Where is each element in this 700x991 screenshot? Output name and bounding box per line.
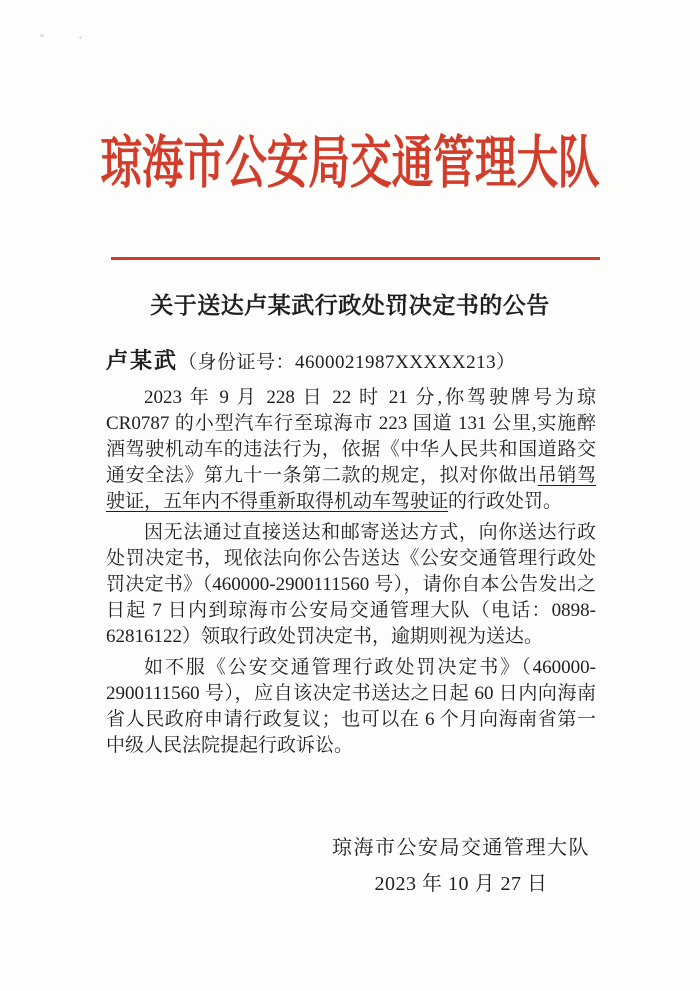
- penalty-underlined-text: 吊销驾驶证，五年内不得重新取得机动车驾驶证: [106, 465, 596, 512]
- header-divider-line: [111, 257, 600, 260]
- signature-block: [332, 830, 590, 902]
- paragraph-delivery: 因无法通过直接送达和邮寄送达方式，向你送达行政处罚决定书，现依法向你公告送达《公安交通管理行政处罚决定书》（460000-2900111560 号），请你自本公告发出之日起 7 日内到琼海市公安局交通管理大队（电话：0898-62816122）领取行政处罚决定书，逾期则视为送达。: [106, 522, 596, 647]
- notice-body: [106, 348, 596, 764]
- recipient-line: [106, 348, 596, 376]
- paragraph-appeal: 如不服《公安交通管理行政处罚决定书》（460000-2900111560 号），应自该决定书送达之日起 60 日内向海南省人民政府申请行政复议；也可以在 6 个月向海南省第一中级人民法院提起行政诉讼。: [106, 657, 596, 756]
- recipient-name: 卢某武: [106, 348, 179, 373]
- incident-text: 2023 年 9 月 228 日 22 时 21 分,你驾驶牌号为琼 CR0787 的小型汽车行至琼海市 223 国道 131 公里,实施醉酒驾驶机动车的违法行为，依据《中华人民共和国道路交通安全法》第九十一条第二款的规定，拟对你做出: [106, 387, 596, 486]
- signature-agency: 琼海市公安局交通管理大队: [332, 837, 590, 859]
- agency-header-title: 琼海市公安局交通管理大队: [100, 132, 600, 195]
- notice-title: 关于送达卢某武行政处罚决定书的公告: [150, 293, 550, 318]
- scan-artifact: [40, 34, 44, 37]
- recipient-id-number: （身份证号：4600021987XXXXX213）: [178, 352, 516, 373]
- signature-date: 2023 年 10 月 27 日: [374, 873, 548, 895]
- paragraph-incident: [106, 385, 596, 515]
- scan-artifact: [79, 36, 82, 39]
- incident-text-end: 的行政处罚。: [448, 491, 563, 512]
